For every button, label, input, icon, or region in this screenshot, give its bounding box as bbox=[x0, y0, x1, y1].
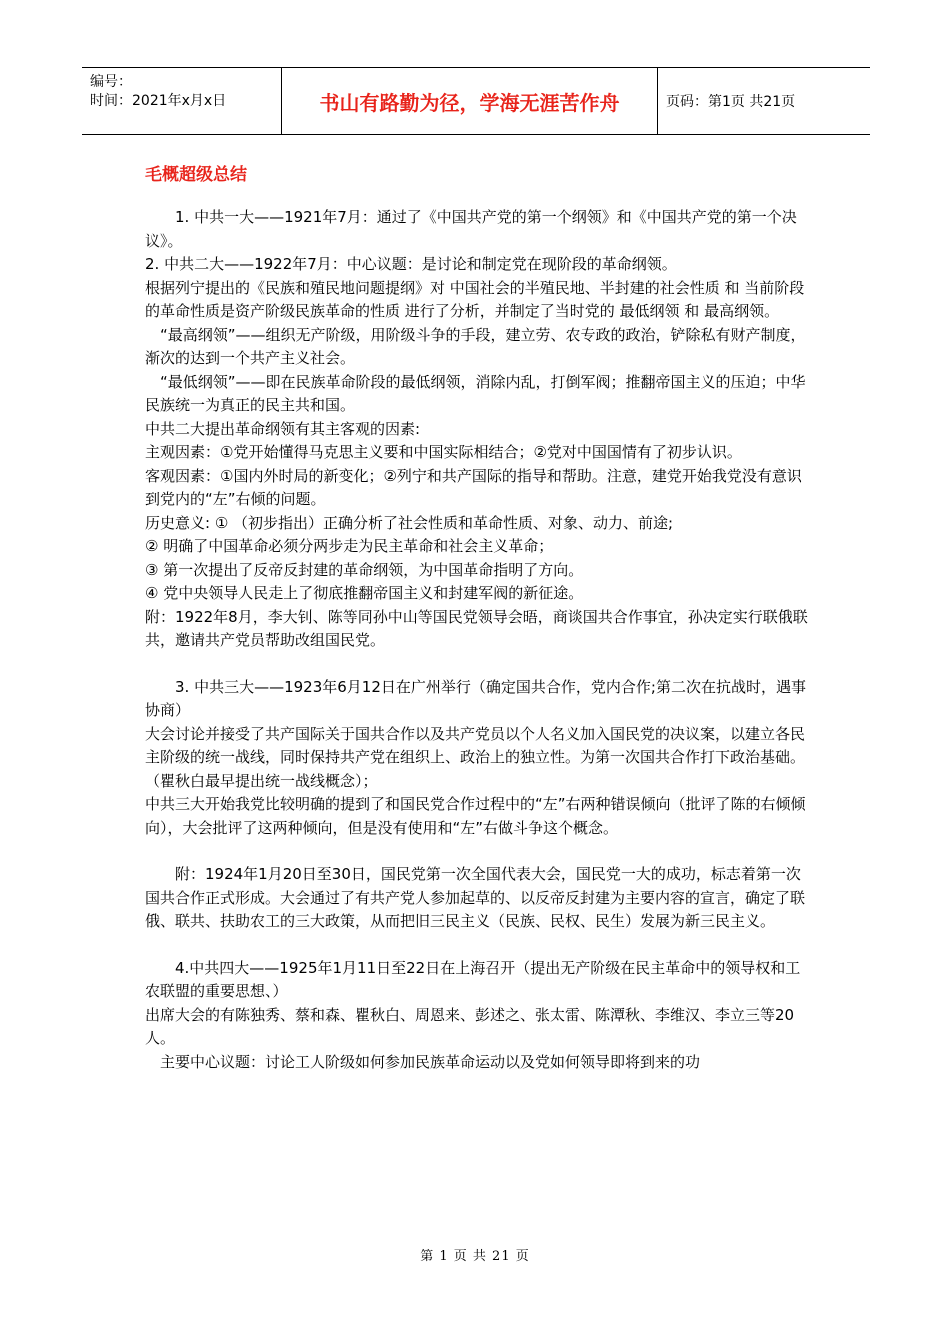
body-paragraph: 大会讨论并接受了共产国际关于国共合作以及共产党员以个人名义加入国民党的决议案，以建立各民主阶级的统一战线，同时保持共产党在组织上、政治上的独立性。为第一次国共合作打下政治基础。（瞿秋白最早提出统一战线概念）； bbox=[145, 724, 806, 790]
header-number-label: 编号： bbox=[90, 74, 132, 90]
body-paragraph: ② 明确了中国革命必须分两步走为民主革命和社会主义革命； bbox=[145, 537, 554, 555]
document-header bbox=[82, 67, 870, 135]
paragraph-spacer bbox=[145, 840, 810, 863]
body-paragraph: 3. 中共三大——1923年6月12日在广州举行（确定国共合作，党内合作;第二次在抗战时，遇事协商） bbox=[145, 677, 806, 719]
body-paragraph: 根据列宁提出的《民族和殖民地问题提纲》对 中国社会的半殖民地、半封建的社会性质 和 当前阶段的革命性质是资产阶级民族革命的性质 进行了分析，并制定了当时党的 最低纲领 和 最高纲领。 bbox=[145, 278, 805, 320]
body-paragraph: 主观因素：①党开始懂得马克思主义要和中国实际相结合；②党对中国国情有了初步认识。 bbox=[145, 443, 742, 461]
header-page-info: 页码：第1页 共21页 bbox=[666, 94, 796, 110]
body-paragraph: 主要中心议题：讨论工人阶级如何参加民族革命运动以及党如何领导即将到来的功 bbox=[145, 1052, 701, 1071]
body-paragraph: ③ 第一次提出了反帝反封建的革命纲领，为中国革命指明了方向。 bbox=[145, 560, 584, 579]
body-paragraph: 出席大会的有陈独秀、蔡和森、瞿秋白、周恩来、彭述之、张太雷、陈潭秋、李维汉、李立三等20人。 bbox=[145, 1005, 795, 1047]
body-paragraph: 1. 中共一大——1921年7月：通过了《中国共产党的第一个纲领》和《中国共产党的第一个决议》。 bbox=[145, 208, 797, 250]
header-motto: 书山有路勤为径，学海无涯苦作舟 bbox=[282, 68, 658, 134]
body-paragraph: 历史意义: ① （初步指出）正确分析了社会性质和革命性质、对象、动力、前途; bbox=[145, 513, 674, 532]
body-paragraph: 4.中共四大——1925年1月11日至22日在上海召开（提出无产阶级在民主革命中的领导权和工农联盟的重要思想、） bbox=[145, 958, 801, 1000]
page-footer: 第 1 页 共 21 页 bbox=[420, 1249, 530, 1264]
body-paragraph: ④ 党中央领导人民走上了彻底推翻帝国主义和封建军阀的新征途。 bbox=[145, 584, 584, 602]
body-paragraph: 中共三大开始我党比较明确的提到了和国民党合作过程中的“左”右两种错误倾向（批评了陈的右倾倾向），大会批评了这两种倾向，但是没有使用和“左”右做斗争这个概念。 bbox=[145, 795, 806, 837]
body-paragraph: “最高纲领”——组织无产阶级，用阶级斗争的手段，建立劳、农专政的政治，铲除私有财产制度，渐次的达到一个共产主义社会。 bbox=[145, 325, 806, 367]
body-paragraph: 附：1922年8月，李大钊、陈等同孙中山等国民党领导会晤，商谈国共合作事宜，孙决定实行联俄联共，邀请共产党员帮助改组国民党。 bbox=[145, 607, 808, 649]
paragraph-spacer bbox=[145, 653, 810, 676]
body-paragraph: “最低纲领”——即在民族革命阶段的最低纲领，消除内乱，打倒军阀；推翻帝国主义的压迫；中华民族统一为真正的民主共和国。 bbox=[145, 372, 806, 414]
body-paragraph: 中共二大提出革命纲领有其主客观的因素: bbox=[145, 419, 421, 438]
document-body bbox=[145, 206, 810, 1074]
header-time-label: 时间：2021年x月x日 bbox=[90, 93, 227, 109]
body-paragraph: 2. 中共二大——1922年7月：中心议题：是讨论和制定党在现阶段的革命纲领。 bbox=[145, 255, 677, 273]
header-meta-cell bbox=[82, 68, 282, 134]
body-paragraph: 客观因素：①国内外时局的新变化；②列宁和共产国际的指导和帮助。注意，建党开始我党没有意识到党内的“左”右倾的问题。 bbox=[145, 466, 802, 508]
document-title: 毛概超级总结 bbox=[145, 165, 247, 185]
body-paragraph: 附：1924年1月20日至30日，国民党第一次全国代表大会，国民党一大的成功，标志着第一次国共合作正式形成。大会通过了有共产党人参加起草的、以反帝反封建为主要内容的宣言，确定了联俄、联共、扶助农工的三大政策，从而把旧三民主义（民族、民权、民生）发展为新三民主义。 bbox=[145, 865, 806, 930]
paragraph-spacer bbox=[145, 934, 810, 957]
